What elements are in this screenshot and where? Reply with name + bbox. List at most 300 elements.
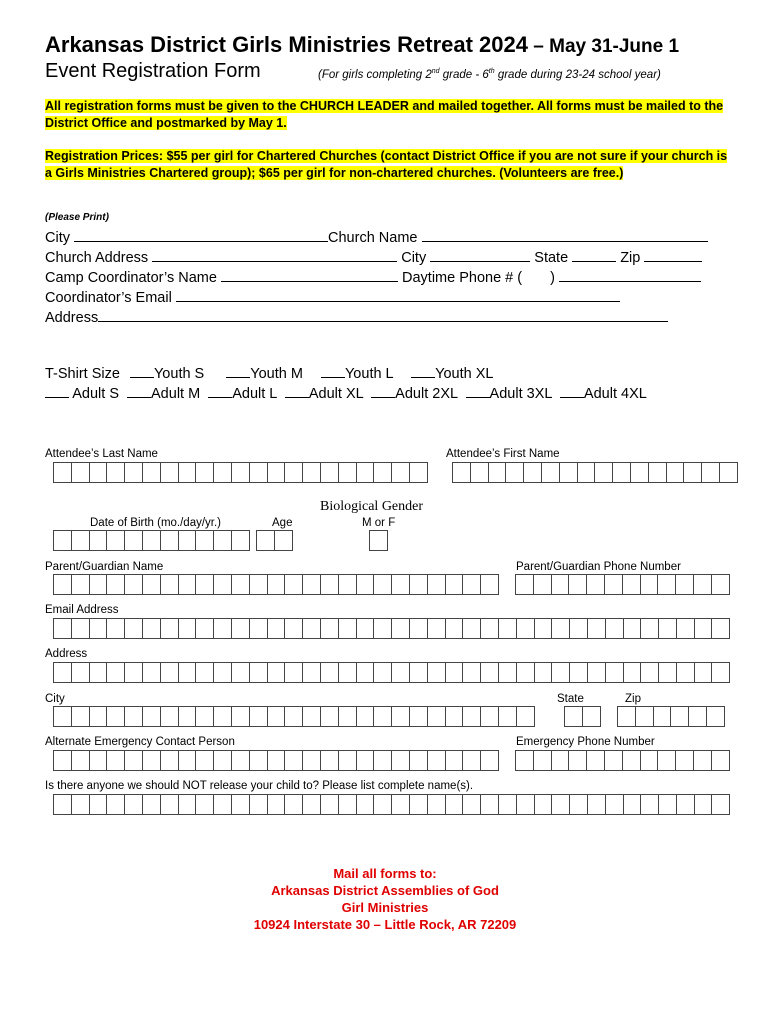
char-box[interactable]	[284, 662, 302, 683]
attendee-zip-boxes[interactable]	[617, 706, 725, 726]
char-box[interactable]	[249, 706, 267, 727]
char-box[interactable]	[427, 750, 445, 771]
char-box[interactable]	[711, 750, 730, 771]
char-box[interactable]	[391, 794, 409, 815]
char-box[interactable]	[320, 574, 338, 595]
char-box[interactable]	[53, 530, 71, 551]
char-box[interactable]	[693, 750, 711, 771]
char-box[interactable]	[711, 618, 730, 639]
char-box[interactable]	[675, 574, 693, 595]
char-box[interactable]	[53, 462, 71, 483]
char-box[interactable]	[373, 574, 391, 595]
char-box[interactable]	[534, 794, 552, 815]
char-box[interactable]	[373, 750, 391, 771]
char-box[interactable]	[213, 706, 231, 727]
char-box[interactable]	[160, 706, 178, 727]
char-box[interactable]	[338, 574, 356, 595]
char-box[interactable]	[320, 462, 338, 483]
char-box[interactable]	[569, 618, 587, 639]
char-box[interactable]	[612, 462, 630, 483]
char-box[interactable]	[666, 462, 684, 483]
char-box[interactable]	[178, 706, 196, 727]
char-box[interactable]	[249, 462, 267, 483]
char-box[interactable]	[676, 794, 694, 815]
char-box[interactable]	[551, 794, 569, 815]
char-box[interactable]	[160, 574, 178, 595]
char-box[interactable]	[142, 530, 160, 551]
char-box[interactable]	[71, 750, 89, 771]
char-box[interactable]	[427, 574, 445, 595]
church-name-line[interactable]	[422, 228, 708, 242]
char-box[interactable]	[445, 574, 463, 595]
char-box[interactable]	[427, 706, 445, 727]
char-box[interactable]	[124, 618, 142, 639]
char-box[interactable]	[249, 574, 267, 595]
char-box[interactable]	[635, 706, 653, 727]
char-box[interactable]	[391, 462, 409, 483]
char-box[interactable]	[719, 462, 738, 483]
char-box[interactable]	[231, 462, 249, 483]
char-box[interactable]	[106, 750, 124, 771]
char-box[interactable]	[564, 706, 582, 727]
char-box[interactable]	[195, 462, 213, 483]
char-box[interactable]	[534, 618, 552, 639]
char-box[interactable]	[657, 750, 675, 771]
char-box[interactable]	[338, 618, 356, 639]
char-box[interactable]	[445, 794, 463, 815]
char-box[interactable]	[356, 462, 374, 483]
char-box[interactable]	[551, 662, 569, 683]
char-box[interactable]	[587, 618, 605, 639]
char-box[interactable]	[498, 794, 516, 815]
coordinator-name-line[interactable]	[221, 268, 398, 282]
char-box[interactable]	[445, 662, 463, 683]
char-box[interactable]	[604, 750, 622, 771]
char-box[interactable]	[657, 574, 675, 595]
char-box[interactable]	[106, 530, 124, 551]
char-box[interactable]	[267, 794, 285, 815]
char-box[interactable]	[106, 462, 124, 483]
do-not-release-boxes[interactable]	[53, 794, 730, 814]
char-box[interactable]	[480, 794, 498, 815]
char-box[interactable]	[409, 662, 427, 683]
char-box[interactable]	[480, 574, 499, 595]
char-box[interactable]	[694, 618, 712, 639]
char-box[interactable]	[195, 750, 213, 771]
char-box[interactable]	[320, 794, 338, 815]
char-box[interactable]	[249, 794, 267, 815]
char-box[interactable]	[338, 794, 356, 815]
char-box[interactable]	[124, 462, 142, 483]
char-box[interactable]	[605, 618, 623, 639]
char-box[interactable]	[231, 794, 249, 815]
char-box[interactable]	[409, 462, 428, 483]
char-box[interactable]	[53, 618, 71, 639]
char-box[interactable]	[213, 750, 231, 771]
char-box[interactable]	[701, 462, 719, 483]
first-name-boxes[interactable]	[452, 462, 738, 482]
alt-contact-boxes[interactable]	[53, 750, 499, 770]
char-box[interactable]	[356, 574, 374, 595]
char-box[interactable]	[523, 462, 541, 483]
char-box[interactable]	[249, 618, 267, 639]
char-box[interactable]	[160, 750, 178, 771]
char-box[interactable]	[89, 574, 107, 595]
char-box[interactable]	[320, 662, 338, 683]
char-box[interactable]	[427, 618, 445, 639]
char-box[interactable]	[160, 618, 178, 639]
char-box[interactable]	[249, 662, 267, 683]
adult-2xl-blank[interactable]	[371, 384, 395, 398]
char-box[interactable]	[658, 618, 676, 639]
char-box[interactable]	[711, 662, 730, 683]
char-box[interactable]	[338, 706, 356, 727]
char-box[interactable]	[676, 662, 694, 683]
char-box[interactable]	[391, 706, 409, 727]
char-box[interactable]	[106, 794, 124, 815]
char-box[interactable]	[160, 662, 178, 683]
char-box[interactable]	[160, 462, 178, 483]
char-box[interactable]	[568, 574, 586, 595]
char-box[interactable]	[124, 662, 142, 683]
adult-xl-blank[interactable]	[285, 384, 309, 398]
char-box[interactable]	[356, 706, 374, 727]
char-box[interactable]	[470, 462, 488, 483]
char-box[interactable]	[71, 706, 89, 727]
char-box[interactable]	[124, 750, 142, 771]
char-box[interactable]	[623, 662, 641, 683]
char-box[interactable]	[462, 794, 480, 815]
char-box[interactable]	[356, 750, 374, 771]
church-zip-line[interactable]	[644, 248, 702, 262]
char-box[interactable]	[480, 706, 498, 727]
char-box[interactable]	[623, 794, 641, 815]
youth-m-blank[interactable]	[226, 364, 250, 378]
char-box[interactable]	[711, 574, 730, 595]
char-box[interactable]	[391, 574, 409, 595]
char-box[interactable]	[586, 750, 604, 771]
char-box[interactable]	[284, 462, 302, 483]
char-box[interactable]	[124, 530, 142, 551]
char-box[interactable]	[498, 706, 516, 727]
char-box[interactable]	[445, 750, 463, 771]
char-box[interactable]	[594, 462, 612, 483]
char-box[interactable]	[670, 706, 688, 727]
email-boxes[interactable]	[53, 618, 730, 638]
char-box[interactable]	[142, 574, 160, 595]
char-box[interactable]	[213, 662, 231, 683]
char-box[interactable]	[604, 574, 622, 595]
char-box[interactable]	[213, 794, 231, 815]
char-box[interactable]	[640, 794, 658, 815]
char-box[interactable]	[338, 662, 356, 683]
char-box[interactable]	[124, 706, 142, 727]
char-box[interactable]	[640, 750, 658, 771]
char-box[interactable]	[694, 794, 712, 815]
char-box[interactable]	[320, 706, 338, 727]
church-city-line[interactable]	[430, 248, 530, 262]
char-box[interactable]	[427, 794, 445, 815]
char-box[interactable]	[142, 750, 160, 771]
char-box[interactable]	[498, 662, 516, 683]
char-box[interactable]	[391, 750, 409, 771]
char-box[interactable]	[409, 794, 427, 815]
youth-l-blank[interactable]	[321, 364, 345, 378]
char-box[interactable]	[373, 706, 391, 727]
char-box[interactable]	[622, 574, 640, 595]
parent-phone-boxes[interactable]	[515, 574, 730, 594]
char-box[interactable]	[231, 530, 250, 551]
char-box[interactable]	[284, 618, 302, 639]
attendee-state-boxes[interactable]	[564, 706, 601, 726]
char-box[interactable]	[488, 462, 506, 483]
char-box[interactable]	[534, 662, 552, 683]
char-box[interactable]	[373, 794, 391, 815]
char-box[interactable]	[640, 618, 658, 639]
char-box[interactable]	[356, 662, 374, 683]
char-box[interactable]	[622, 750, 640, 771]
daytime-phone-line[interactable]	[559, 268, 701, 282]
church-state-line[interactable]	[572, 248, 616, 262]
dob-boxes[interactable]	[53, 530, 250, 550]
char-box[interactable]	[462, 750, 480, 771]
char-box[interactable]	[551, 618, 569, 639]
char-box[interactable]	[577, 462, 595, 483]
char-box[interactable]	[683, 462, 701, 483]
char-box[interactable]	[71, 794, 89, 815]
char-box[interactable]	[516, 706, 535, 727]
char-box[interactable]	[267, 706, 285, 727]
char-box[interactable]	[582, 706, 601, 727]
char-box[interactable]	[53, 706, 71, 727]
char-box[interactable]	[256, 530, 274, 551]
char-box[interactable]	[302, 706, 320, 727]
char-box[interactable]	[267, 662, 285, 683]
char-box[interactable]	[142, 794, 160, 815]
char-box[interactable]	[71, 462, 89, 483]
char-box[interactable]	[617, 706, 635, 727]
emergency-phone-boxes[interactable]	[515, 750, 730, 770]
char-box[interactable]	[89, 662, 107, 683]
char-box[interactable]	[338, 462, 356, 483]
char-box[interactable]	[409, 750, 427, 771]
char-box[interactable]	[302, 618, 320, 639]
char-box[interactable]	[106, 574, 124, 595]
char-box[interactable]	[53, 750, 71, 771]
char-box[interactable]	[160, 794, 178, 815]
char-box[interactable]	[89, 750, 107, 771]
char-box[interactable]	[178, 574, 196, 595]
char-box[interactable]	[569, 662, 587, 683]
char-box[interactable]	[369, 530, 388, 551]
char-box[interactable]	[498, 618, 516, 639]
char-box[interactable]	[338, 750, 356, 771]
parent-name-boxes[interactable]	[53, 574, 499, 594]
char-box[interactable]	[452, 462, 470, 483]
char-box[interactable]	[480, 618, 498, 639]
char-box[interactable]	[213, 462, 231, 483]
char-box[interactable]	[533, 750, 551, 771]
char-box[interactable]	[231, 574, 249, 595]
char-box[interactable]	[231, 618, 249, 639]
char-box[interactable]	[195, 574, 213, 595]
char-box[interactable]	[249, 750, 267, 771]
char-box[interactable]	[195, 794, 213, 815]
char-box[interactable]	[551, 574, 569, 595]
char-box[interactable]	[505, 462, 523, 483]
age-boxes[interactable]	[256, 530, 293, 550]
char-box[interactable]	[213, 574, 231, 595]
char-box[interactable]	[106, 662, 124, 683]
adult-l-blank[interactable]	[208, 384, 232, 398]
char-box[interactable]	[356, 618, 374, 639]
char-box[interactable]	[586, 574, 604, 595]
char-box[interactable]	[605, 662, 623, 683]
char-box[interactable]	[445, 618, 463, 639]
char-box[interactable]	[356, 794, 374, 815]
char-box[interactable]	[640, 662, 658, 683]
char-box[interactable]	[284, 750, 302, 771]
char-box[interactable]	[693, 574, 711, 595]
char-box[interactable]	[195, 618, 213, 639]
char-box[interactable]	[267, 574, 285, 595]
char-box[interactable]	[178, 750, 196, 771]
char-box[interactable]	[89, 462, 107, 483]
char-box[interactable]	[71, 530, 89, 551]
church-address-line[interactable]	[152, 248, 397, 262]
char-box[interactable]	[541, 462, 559, 483]
char-box[interactable]	[516, 662, 534, 683]
coordinator-email-line[interactable]	[176, 288, 620, 302]
char-box[interactable]	[231, 750, 249, 771]
char-box[interactable]	[694, 662, 712, 683]
char-box[interactable]	[653, 706, 671, 727]
adult-3xl-blank[interactable]	[466, 384, 490, 398]
char-box[interactable]	[267, 618, 285, 639]
char-box[interactable]	[373, 462, 391, 483]
youth-xl-blank[interactable]	[411, 364, 435, 378]
char-box[interactable]	[409, 706, 427, 727]
char-box[interactable]	[569, 794, 587, 815]
char-box[interactable]	[284, 574, 302, 595]
char-box[interactable]	[213, 530, 231, 551]
char-box[interactable]	[142, 706, 160, 727]
char-box[interactable]	[706, 706, 725, 727]
adult-4xl-blank[interactable]	[560, 384, 584, 398]
char-box[interactable]	[630, 462, 648, 483]
char-box[interactable]	[515, 574, 533, 595]
char-box[interactable]	[320, 750, 338, 771]
char-box[interactable]	[53, 662, 71, 683]
char-box[interactable]	[587, 794, 605, 815]
char-box[interactable]	[559, 462, 577, 483]
char-box[interactable]	[71, 574, 89, 595]
char-box[interactable]	[462, 574, 480, 595]
char-box[interactable]	[462, 662, 480, 683]
char-box[interactable]	[675, 750, 693, 771]
char-box[interactable]	[533, 574, 551, 595]
char-box[interactable]	[587, 662, 605, 683]
char-box[interactable]	[106, 618, 124, 639]
char-box[interactable]	[302, 794, 320, 815]
char-box[interactable]	[568, 750, 586, 771]
char-box[interactable]	[142, 462, 160, 483]
address-line[interactable]	[98, 308, 668, 322]
char-box[interactable]	[516, 794, 534, 815]
char-box[interactable]	[178, 530, 196, 551]
attendee-city-boxes[interactable]	[53, 706, 535, 726]
char-box[interactable]	[142, 662, 160, 683]
city-line[interactable]	[74, 228, 328, 242]
char-box[interactable]	[658, 662, 676, 683]
char-box[interactable]	[391, 662, 409, 683]
char-box[interactable]	[267, 750, 285, 771]
char-box[interactable]	[71, 662, 89, 683]
char-box[interactable]	[124, 574, 142, 595]
char-box[interactable]	[676, 618, 694, 639]
char-box[interactable]	[142, 618, 160, 639]
char-box[interactable]	[284, 706, 302, 727]
char-box[interactable]	[274, 530, 293, 551]
char-box[interactable]	[711, 794, 730, 815]
char-box[interactable]	[605, 794, 623, 815]
char-box[interactable]	[89, 530, 107, 551]
char-box[interactable]	[302, 662, 320, 683]
char-box[interactable]	[551, 750, 569, 771]
char-box[interactable]	[231, 662, 249, 683]
char-box[interactable]	[178, 794, 196, 815]
char-box[interactable]	[160, 530, 178, 551]
char-box[interactable]	[106, 706, 124, 727]
youth-s-blank[interactable]	[130, 364, 154, 378]
char-box[interactable]	[124, 794, 142, 815]
char-box[interactable]	[302, 462, 320, 483]
char-box[interactable]	[178, 462, 196, 483]
char-box[interactable]	[195, 662, 213, 683]
char-box[interactable]	[409, 618, 427, 639]
char-box[interactable]	[231, 706, 249, 727]
char-box[interactable]	[53, 574, 71, 595]
char-box[interactable]	[688, 706, 706, 727]
char-box[interactable]	[284, 794, 302, 815]
char-box[interactable]	[267, 462, 285, 483]
char-box[interactable]	[480, 662, 498, 683]
char-box[interactable]	[462, 706, 480, 727]
char-box[interactable]	[302, 750, 320, 771]
char-box[interactable]	[516, 618, 534, 639]
char-box[interactable]	[302, 574, 320, 595]
char-box[interactable]	[409, 574, 427, 595]
char-box[interactable]	[515, 750, 533, 771]
char-box[interactable]	[53, 794, 71, 815]
char-box[interactable]	[178, 662, 196, 683]
adult-m-blank[interactable]	[127, 384, 151, 398]
char-box[interactable]	[195, 530, 213, 551]
char-box[interactable]	[445, 706, 463, 727]
char-box[interactable]	[89, 794, 107, 815]
char-box[interactable]	[213, 618, 231, 639]
gender-box[interactable]	[369, 530, 388, 550]
char-box[interactable]	[89, 706, 107, 727]
char-box[interactable]	[427, 662, 445, 683]
char-box[interactable]	[71, 618, 89, 639]
char-box[interactable]	[462, 618, 480, 639]
char-box[interactable]	[480, 750, 499, 771]
char-box[interactable]	[320, 618, 338, 639]
char-box[interactable]	[373, 618, 391, 639]
char-box[interactable]	[391, 618, 409, 639]
char-box[interactable]	[373, 662, 391, 683]
